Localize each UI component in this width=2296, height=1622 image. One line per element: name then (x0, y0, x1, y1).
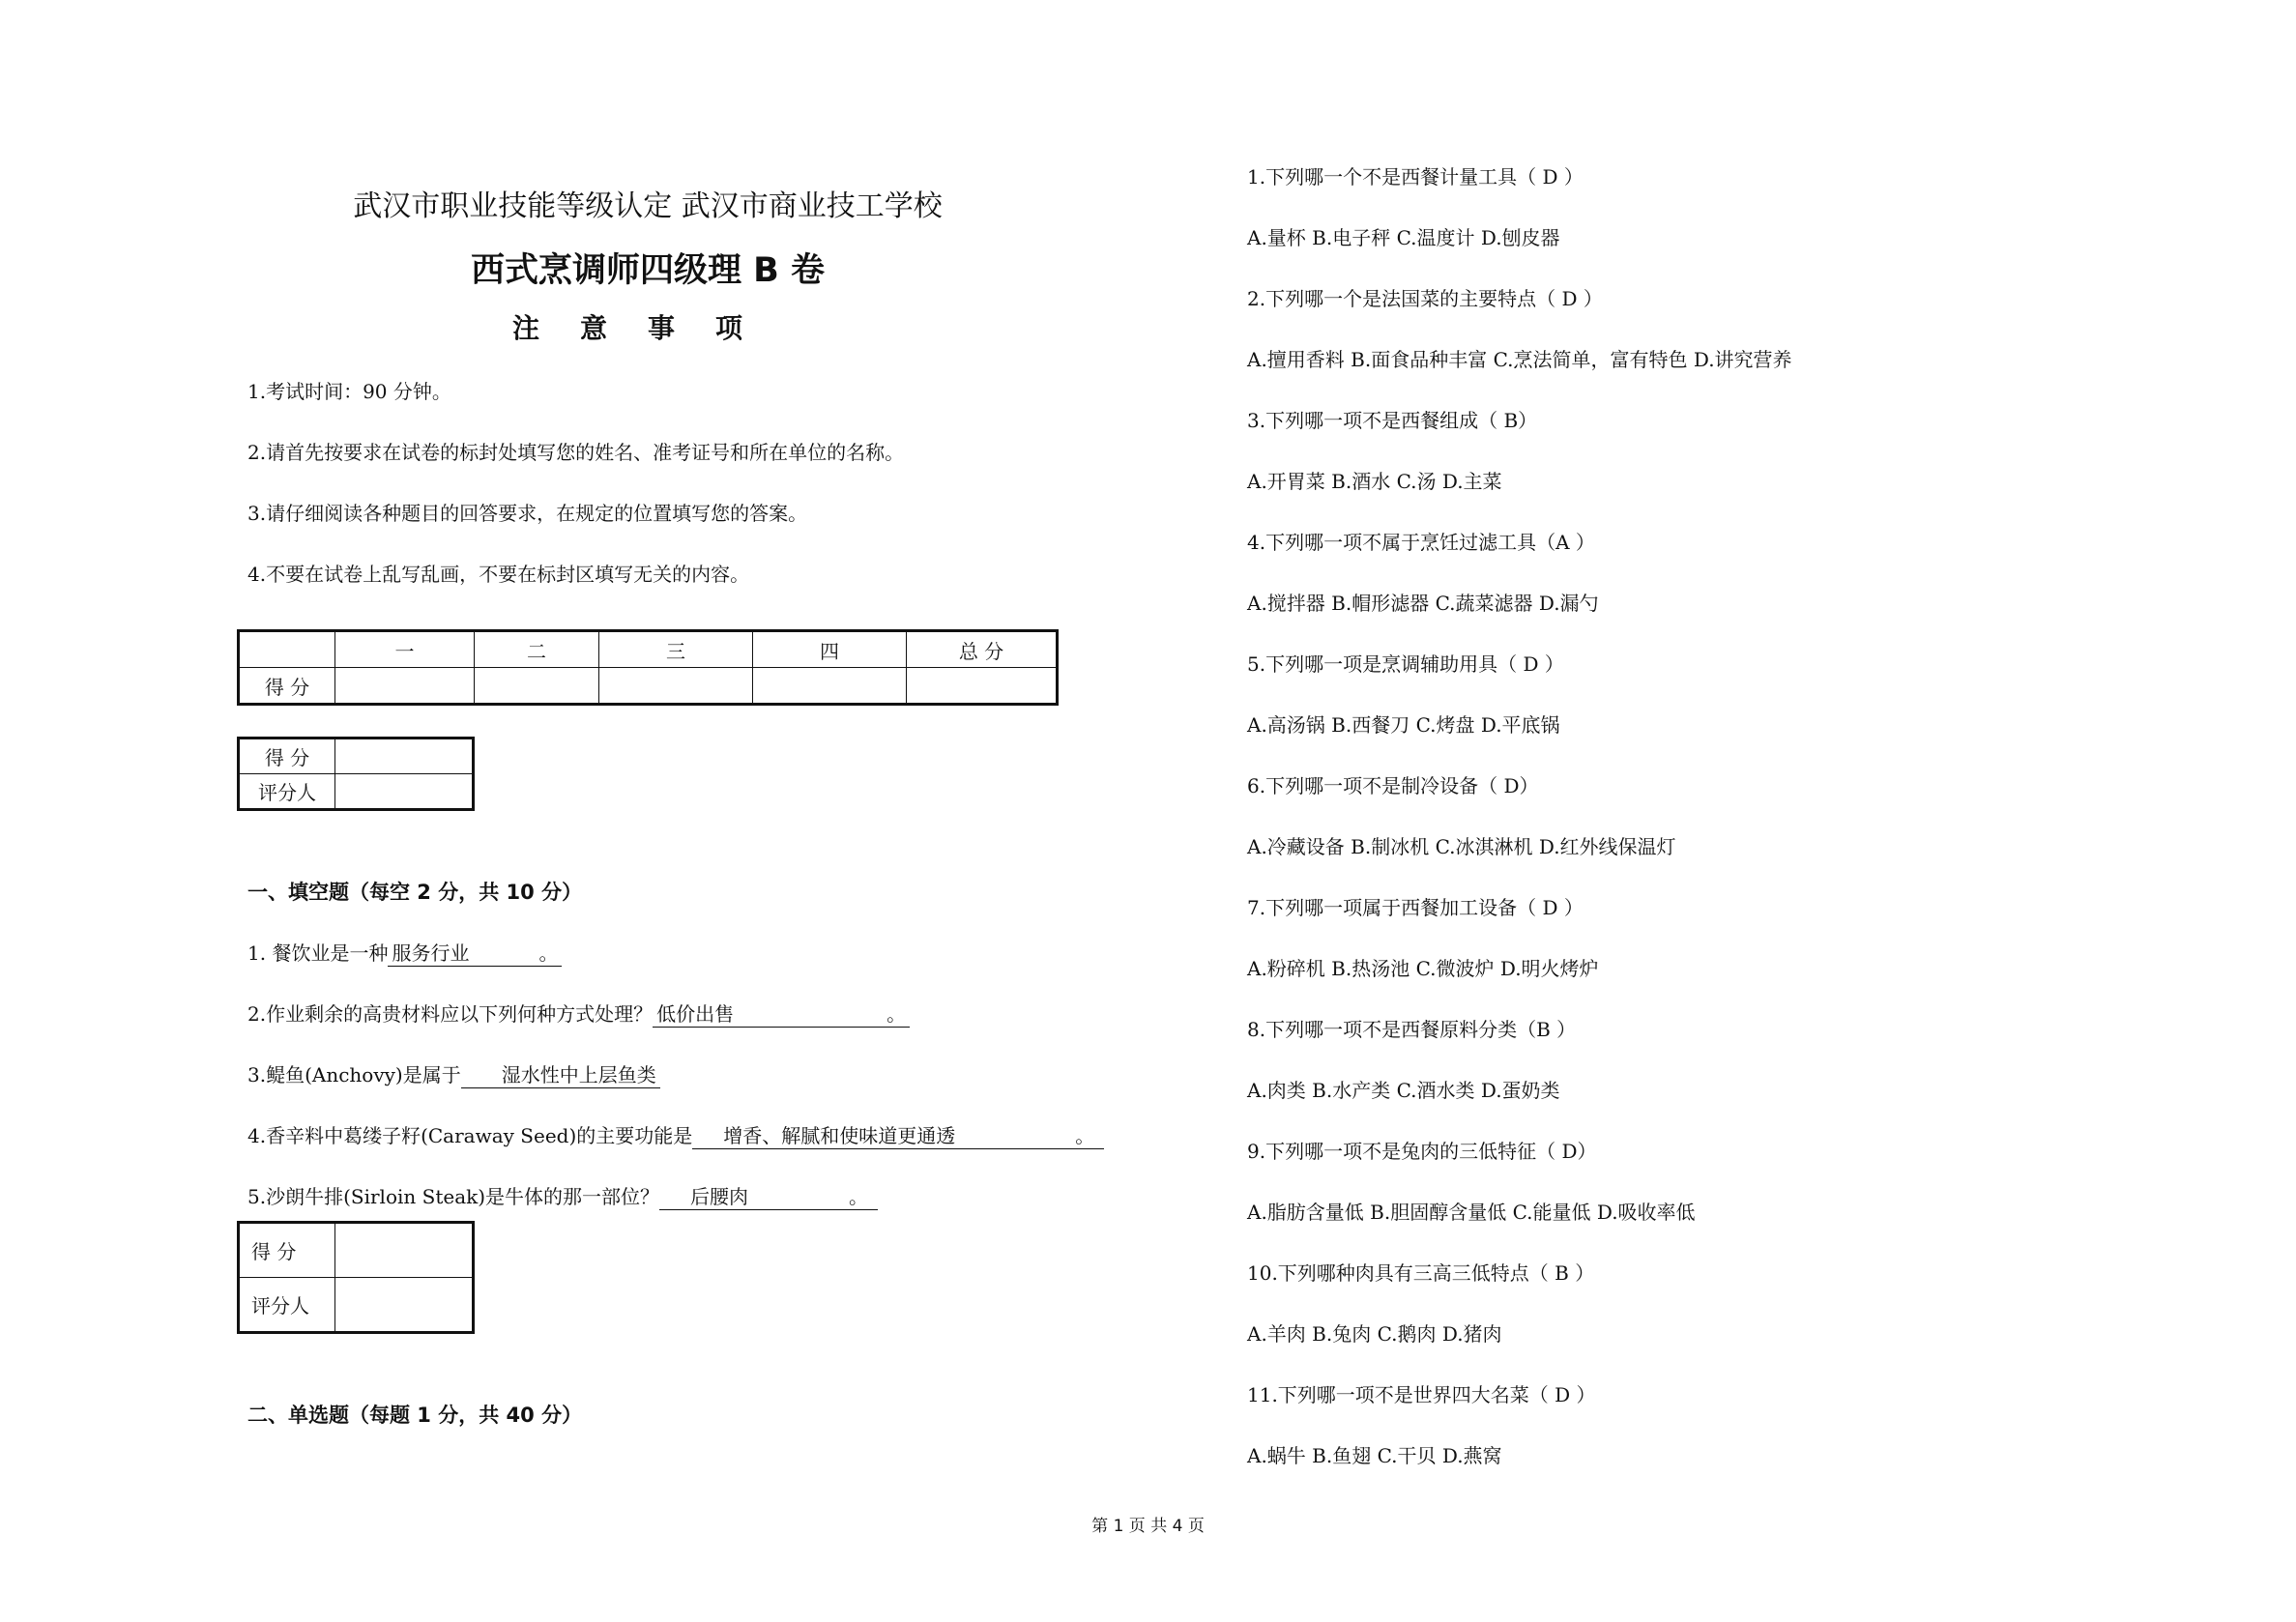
score-label: 得 分 (239, 1223, 335, 1278)
question-text: 7.下列哪一项属于西餐加工设备（ D ） (1247, 896, 1584, 919)
fill-question (247, 1059, 660, 1088)
question-text: 9.下列哪一项不是兔肉的三低特征（ D） (1247, 1140, 1597, 1163)
question-text: 6.下列哪一项不是制冷设备（ D） (1247, 774, 1539, 797)
page-footer: 第 1 页 共 4 页 (1091, 1517, 1205, 1536)
question-options: A.高汤锅 B.西餐刀 C.烤盘 D.平底锅 (1247, 713, 1560, 737)
question-options: A.羊肉 B.兔肉 C.鹅肉 D.猪肉 (1247, 1322, 1502, 1346)
grader-field[interactable] (335, 1278, 474, 1333)
question-text: 5.沙朗牛排(Sirloin Steak)是牛体的那一部位？ (247, 1185, 660, 1208)
question-text: 4.香辛料中葛缕子籽(Caraway Seed)的主要功能是 (247, 1124, 693, 1147)
question-options: A.粉碎机 B.热汤池 C.微波炉 D.明火烤炉 (1247, 957, 1599, 980)
question-options: A.脂肪含量低 B.胆固醇含量低 C.能量低 D.吸收率低 (1247, 1201, 1696, 1224)
question-text: 8.下列哪一项不是西餐原料分类（B ） (1247, 1018, 1577, 1041)
question-text: 10.下列哪种肉具有三高三低特点（ B ） (1247, 1261, 1595, 1285)
exam-title: 西式烹调师四级理 B 卷 (470, 251, 826, 290)
score-cell[interactable] (475, 668, 599, 705)
answer-blank[interactable]: 服务行业 。 (388, 938, 562, 967)
question-text: 2.下列哪一个是法国菜的主要特点（ D ） (1247, 287, 1603, 310)
score-table-header (239, 631, 335, 668)
score-field[interactable] (335, 739, 474, 774)
score-cell[interactable] (907, 668, 1058, 705)
grader-label: 评分人 (239, 774, 335, 810)
question-options: A.蜗牛 B.鱼翅 C.干贝 D.燕窝 (1247, 1444, 1502, 1467)
answer-blank[interactable]: 后腰肉 。 (659, 1181, 878, 1210)
score-label: 得 分 (239, 739, 335, 774)
answer-blank[interactable]: 低价出售 。 (653, 999, 910, 1028)
question-options: A.搅拌器 B.帽形滤器 C.蔬菜滤器 D.漏勺 (1247, 592, 1599, 615)
fill-question (247, 1181, 878, 1210)
score-table-header: 三 (599, 631, 753, 668)
question-options: A.擅用香料 B.面食品种丰富 C.烹法简单，富有特色 D.讲究营养 (1247, 348, 1792, 371)
answer-blank[interactable]: 增香、解腻和使味道更通透 。 (692, 1120, 1104, 1149)
score-table (237, 629, 1059, 706)
question-options: A.冷藏设备 B.制冰机 C.冰淇淋机 D.红外线保温灯 (1247, 835, 1676, 858)
question-text: 5.下列哪一项是烹调辅助用具（ D ） (1247, 652, 1564, 676)
question-text: 4.下列哪一项不属于烹饪过滤工具（A ） (1247, 531, 1595, 554)
answer-blank[interactable]: 湿水性中上层鱼类 (461, 1059, 660, 1088)
note-item: 2.请首先按要求在试卷的标封处填写您的姓名、准考证号和所在单位的名称。 (247, 441, 905, 464)
question-text: 1. 餐饮业是一种 (247, 941, 389, 965)
section-title: 一、填空题（每空 2 分，共 10 分） (247, 881, 583, 904)
score-table-header: 总 分 (907, 631, 1058, 668)
fill-question (247, 999, 910, 1028)
fill-question (247, 1120, 1104, 1149)
grader-field[interactable] (335, 774, 474, 810)
score-table-header: 四 (753, 631, 907, 668)
note-item: 4.不要在试卷上乱写乱画，不要在标封区填写无关的内容。 (247, 563, 750, 586)
score-row-label: 得 分 (239, 668, 335, 705)
grader-label: 评分人 (239, 1278, 335, 1333)
section-title: 二、单选题（每题 1 分，共 40 分） (247, 1404, 583, 1427)
notice-title: 注意事项 (511, 312, 783, 344)
score-cell[interactable] (335, 668, 475, 705)
question-options: A.开胃菜 B.酒水 C.汤 D.主菜 (1247, 470, 1502, 493)
question-options: A.肉类 B.水产类 C.酒水类 D.蛋奶类 (1247, 1079, 1560, 1102)
question-options: A.量杯 B.电子秤 C.温度计 D.刨皮器 (1247, 226, 1560, 249)
score-cell[interactable] (599, 668, 753, 705)
question-text: 3.鳀鱼(Anchovy)是属于 (247, 1063, 461, 1086)
fill-question (247, 938, 562, 967)
question-text: 11.下列哪一项不是世界四大名菜（ D ） (1247, 1383, 1596, 1406)
grader-box (237, 1221, 475, 1334)
note-item: 3.请仔细阅读各种题目的回答要求，在规定的位置填写您的答案。 (247, 502, 808, 525)
question-text: 3.下列哪一项不是西餐组成（ B） (1247, 409, 1538, 432)
score-field[interactable] (335, 1223, 474, 1278)
score-cell[interactable] (753, 668, 907, 705)
question-text: 1.下列哪一个不是西餐计量工具（ D ） (1247, 165, 1584, 188)
score-table-header: 一 (335, 631, 475, 668)
question-text: 2.作业剩余的高贵材料应以下列何种方式处理？ (247, 1002, 654, 1026)
school-header: 武汉市职业技能等级认定 武汉市商业技工学校 (353, 189, 943, 223)
score-table-header: 二 (475, 631, 599, 668)
grader-box (237, 737, 475, 811)
note-item: 1.考试时间：90 分钟。 (247, 380, 451, 403)
